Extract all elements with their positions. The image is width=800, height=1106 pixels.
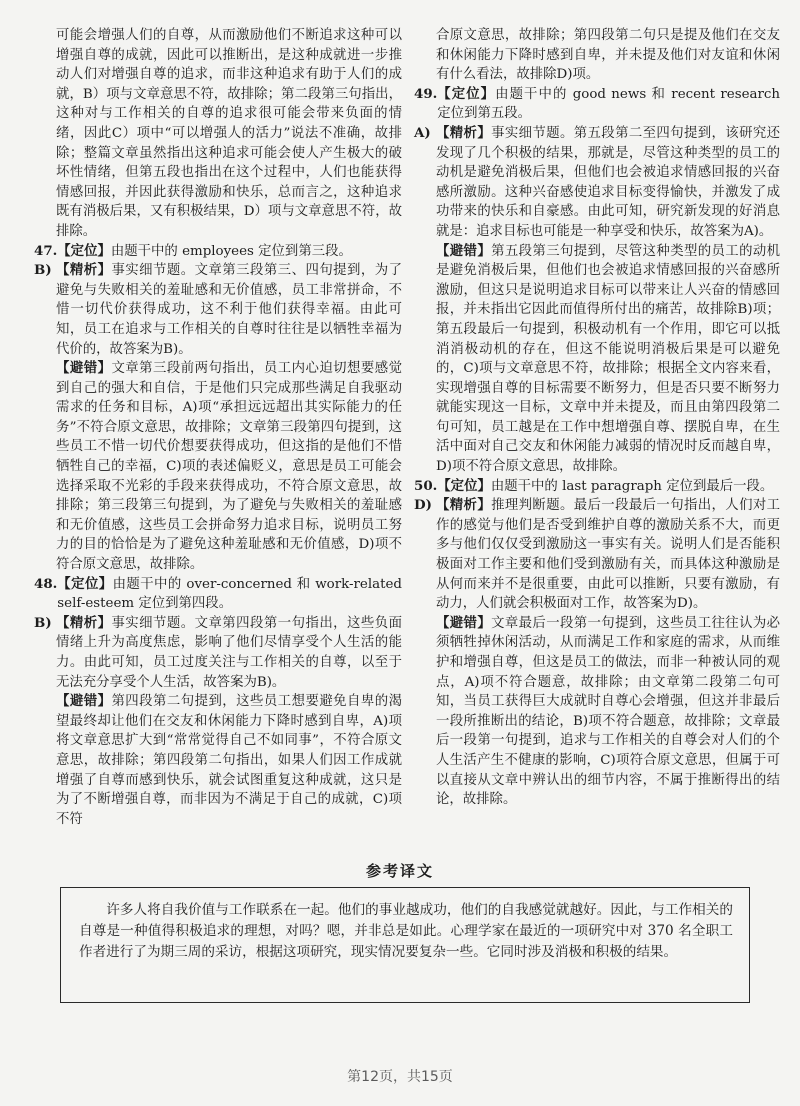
locate-tag: 【定位】: [437, 85, 496, 102]
locate-text: 由题干中的 over-concerned 和 work-related self-esteem 定位到第四段。: [57, 576, 402, 612]
locate-text: 由题干中的 good news 和 recent research 定位到第五段。: [437, 86, 780, 122]
translation-box: [60, 887, 750, 1003]
locate-tag: 【定位】: [57, 242, 111, 259]
error-tag: 【避错】: [56, 693, 112, 710]
answer-letter: A): [414, 124, 431, 141]
analysis-tag: 【精析】: [436, 497, 492, 514]
locate-tag: 【定位】: [437, 477, 491, 494]
analysis-tag: 【精析】: [56, 614, 112, 631]
error-text: 文章第三段前两句指出，员工内心迫切想要感觉到自己的强大和自信，于是他们只完成那些满足自我驱动需求的任务和目标，A)项“承担远远超出其实际能力的任务”不符合原文意思，故排除；文章第三段第四句提到，这些员工不惜一切代价想要获得成功，但这指的是他们不惜牺牲自己的幸福，C)项的表述偏贬义，意思是员工可能会选择采取不光彩的手段来获得成功，不符合原文意思，故排除；第三段第三句提到，为了避免与失败相关的羞耻感和无价值感，这些员工会拼命努力追求目标，说明员工努力的目的恰恰是为了避免这种羞耻感和无价值感，D)项不符合原文意思，故排除。: [56, 361, 403, 573]
analysis-text: 事实细节题。文章第四段第一句指出，这些负面情绪上升为高度焦虑，影响了他们尽情享受个人生活的能力。由此可知，员工过度关注与工作相关的自尊，以至于无法充分享受个人生活，故答案为B)。: [56, 615, 403, 690]
left-column: [34, 26, 402, 829]
error-tag: 【避错】: [56, 360, 112, 377]
error-tag: 【避错】: [436, 242, 492, 259]
error-avoid-50: [436, 614, 780, 810]
locate-text: 由题干中的 last paragraph 定位到最后一段。: [490, 478, 774, 494]
error-avoid-49: [436, 242, 780, 477]
error-tag: 【避错】: [436, 614, 492, 631]
error-avoid-47: [56, 359, 402, 575]
question-48: [34, 575, 402, 614]
analysis-text: 事实细节题。第五段第二至四句提到，该研究还发现了几个积极的结果，那就是，尽管这种类型的员工的动机是避免消极后果，但他们也会被追求情感回报的兴奋感所激励。这种兴奋感使追求目标变得愉快，并激发了成功带来的快乐和自豪感。由此可知，研究新发现的好消息就是：追求目标也可能是一种享受和快乐，故答案为A)。: [436, 125, 781, 239]
answer-50: [414, 496, 780, 614]
question-number: 47.: [34, 242, 58, 259]
continued-paragraph: 合原文意思，故排除；第四段第二句只是提及他们在交友和休闲能力下降时感到自卑，并未提及他们对友谊和休闲有什么看法，故排除D)项。: [436, 28, 780, 83]
answer-letter: B): [34, 262, 52, 279]
translation-text: 许多人将自我价值与工作联系在一起。他们的事业越成功，他们的自我感觉就越好。因此，与工作相关的自尊是一种值得积极追求的理想，对吗？嗯，并非总是如此。心理学家在最近的一项研究中对 370 名全职工作者进行了为期三周的采访，根据这项研究，现实情况要复杂一些。它同时涉及消极和积极的结果。: [79, 902, 733, 960]
question-number: 49.: [414, 85, 438, 102]
locate-text: 由题干中的 employees 定位到第三段。: [110, 243, 352, 259]
error-text: 第五段第三句提到，尽管这种类型的员工的动机是避免消极后果，但他们也会被追求情感回报的兴奋感所激励，但这只是说明追求目标可以带来让人兴奋的情感回报，并未指出它因此而值得所付出的痛苦，故排除B)项；第五段最后一句提到，积极动机有一个作用，即它可以抵消消极动机的存在，但这不能说明消极后果是可以避免的，C)项与文章意思不符，故排除；根据全文内容来看，实现增强自尊的目标需要不断努力，但是否只要不断努力就能实现这一目标，文章中并未提及，而且由第四段第二句可知，员工越是在工作中想增强自尊、摆脱自卑，在生活中面对自己交友和休闲能力减弱的情况时反而越自卑，D)项不符合原文意思，故排除。: [436, 243, 781, 475]
question-number: 50.: [414, 477, 438, 494]
analysis-text: 推理判断题。最后一段最后一句指出，人们对工作的感觉与他们是否受到维护自尊的激励关系不大，而更多与他们仅仅受到激励这一事实有关。说明人们是否能积极面对工作主要和他们受到激励有关，而具体这种激励是从何而来并不是很重要，由此可以推断，只要有激励，有动力，人们就会积极面对工作，故答案为D)。: [436, 498, 781, 612]
page-footer: 第12页，共15页: [347, 1069, 453, 1085]
error-text: 文章最后一段第一句提到，这些员工往往认为必须牺牲掉休闲活动，从而满足工作和家庭的需求，从而维护和增强自尊，但这是员工的做法，而非一种被认同的观点，A)项不符合题意，故排除；由文章第二段第二句可知，当员工获得巨大成就时自尊心会增强，但这并非最后一段所推断出的结论，B)项不符合题意，故排除；文章最后一段第一句提到，追求与工作相关的自尊会对人们的个人生活产生不健康的影响，C)项符合原文意思，但属于可以直接从文章中辨认出的细节内容，不属于推断得出的结论，故排除。: [436, 615, 781, 808]
error-avoid-48: [56, 692, 402, 829]
answer-48: [34, 614, 402, 692]
question-49: [414, 85, 780, 124]
answer-47: [34, 261, 402, 359]
question-number: 48.: [34, 575, 58, 592]
continued-paragraph: 可能会增强人们的自尊，从而激励他们不断追求这种可以增强自尊的成就，因此可以推断出，是这种成就进一步推动人们对增强自尊的追求，而非这种追求有助于人们的成就，B）项与文章意思不符，故排除；第二段第三句指出，这种对与工作相关的自尊的追求很可能会带来负面的情绪，因此C）项中“可以增强人的活力”说法不准确，故排除；整篇文章虽然指出这种追求可能会使人产生极大的破坏性情绪，但第五段也指出在这个过程中，人们也能获得情感回报，并因此获得激励和快乐，总而言之，这种追求既有消极后果，又有积极结果，D）项与文章意思不符，故排除。: [56, 28, 402, 239]
analysis-tag: 【精析】: [56, 262, 112, 279]
locate-tag: 【定位】: [57, 575, 113, 592]
analysis-tag: 【精析】: [436, 124, 492, 141]
answer-letter: B): [34, 614, 52, 631]
translation-heading: 参考译文: [365, 862, 434, 880]
answer-49: [414, 124, 780, 242]
answer-letter: D): [414, 497, 432, 514]
question-47: [34, 242, 402, 262]
error-text: 第四段第二句提到，这些员工想要避免自卑的渴望最终却让他们在交友和休闲能力下降时感到自卑，A)项将文章意思扩大到“常常觉得自己不如同事”，不符合原文意思，故排除；第四段第二句指出，如果人们因工作成就增强了自尊而感到快乐，就会试图重复这种成就，这只是为了不断增强自尊，而非因为不满足于自己的成就，C)项不符: [56, 694, 403, 827]
analysis-text: 事实细节题。文章第三段第三、四句提到，为了避免与失败相关的羞耻感和无价值感，员工非常拼命，不惜一切代价获得成功，这不利于他们获得幸福。由此可知，员工在追求与工作相关的自尊时往往是以牺牲幸福为代价的，故答案为B)。: [56, 263, 403, 357]
question-50: [414, 477, 780, 497]
right-column: [414, 26, 780, 810]
